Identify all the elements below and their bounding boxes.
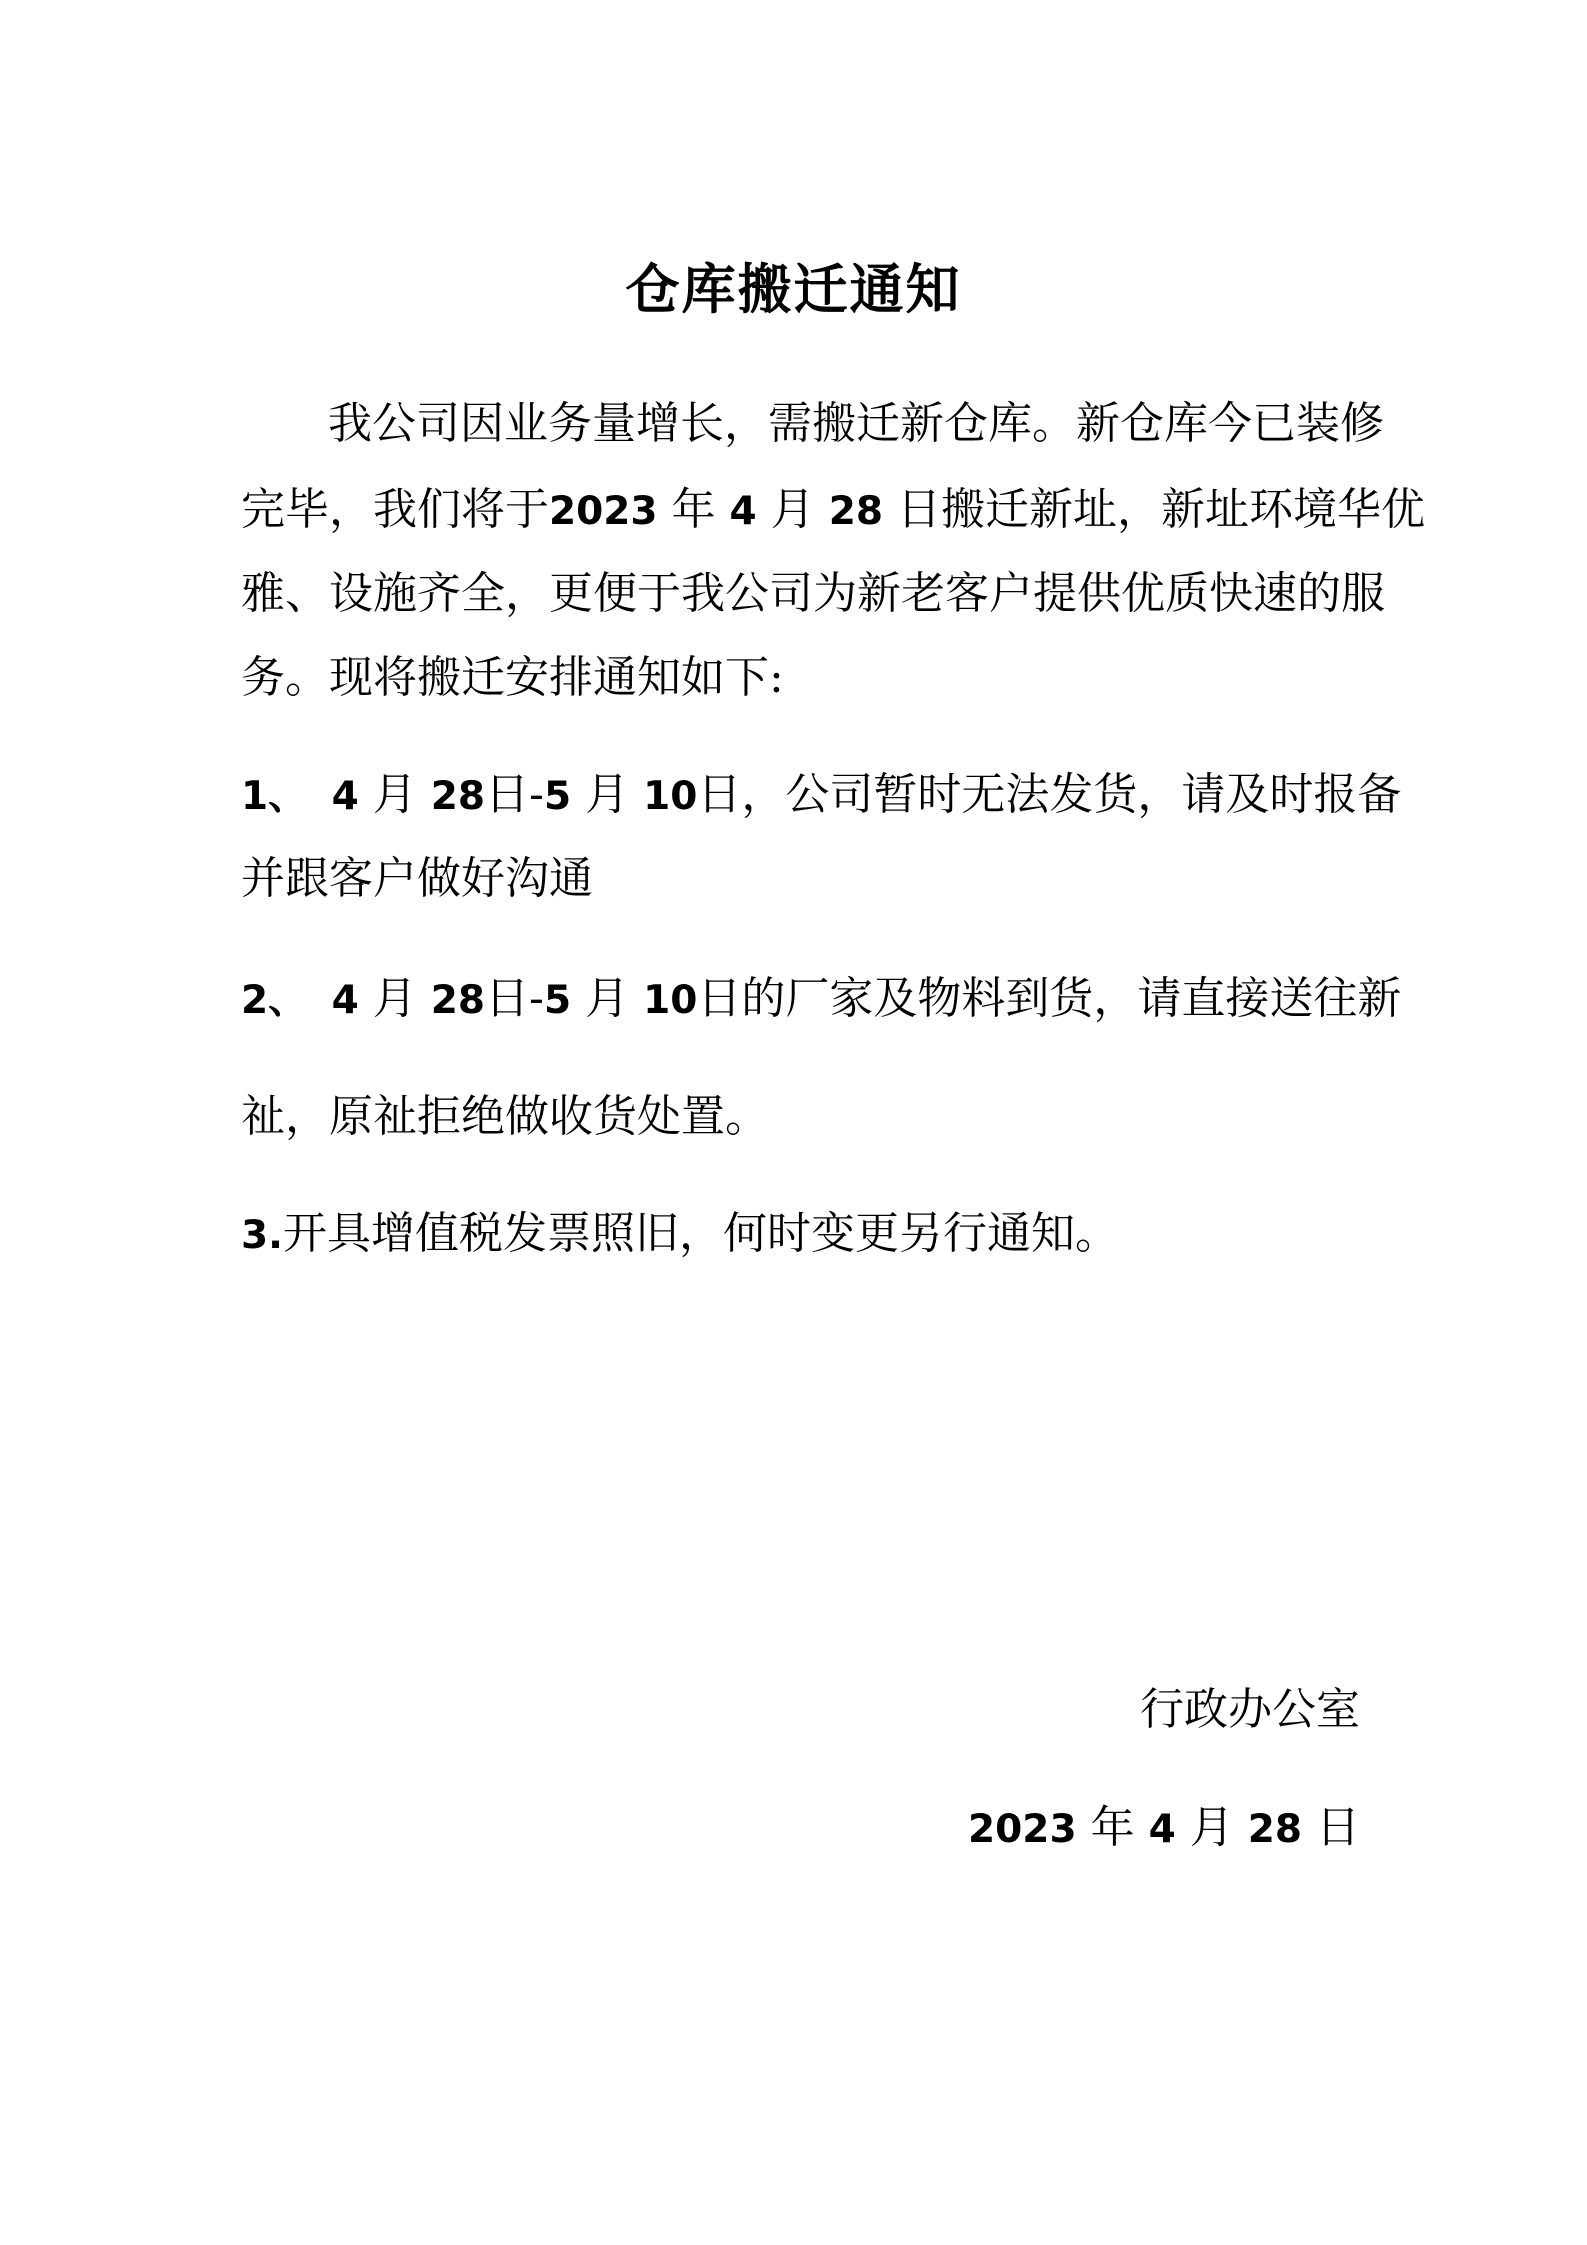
- item-2-line-2: 祉，原祉拒绝做收货处置。: [241, 1091, 769, 1142]
- item-1-line-1: 1、 4 月 28日-5 月 10日，公司暂时无法发货，请及时报备: [241, 769, 1402, 820]
- signature-department: 行政办公室: [1140, 1684, 1360, 1735]
- item-2-line-1: 2、 4 月 28日-5 月 10日的厂家及物料到货，请直接送往新: [241, 973, 1402, 1024]
- item-1-line-2: 并跟客户做好沟通: [241, 853, 593, 904]
- intro-line-2: 完毕，我们将于2023 年 4 月 28 日搬迁新址，新址环境华优: [241, 484, 1425, 535]
- item-1-number: 1、: [241, 774, 288, 819]
- item-2-number: 2、: [241, 978, 288, 1023]
- item-3-line: 3.开具增值税发票照旧，何时变更另行通知。: [241, 1208, 1119, 1259]
- intro-line-4: 务。现将搬迁安排通知如下:: [241, 652, 784, 703]
- notice-title: 仓库搬迁通知: [625, 257, 962, 321]
- intro-line-3: 雅、设施齐全，更便于我公司为新老客户提供优质快速的服: [241, 568, 1385, 619]
- item-3-number: 3.: [241, 1213, 283, 1258]
- signature-date: 2023 年 4 月 28 日: [968, 1802, 1360, 1853]
- intro-line-1: 我公司因业务量增长，需搬迁新仓库。新仓库今已装修: [328, 398, 1384, 449]
